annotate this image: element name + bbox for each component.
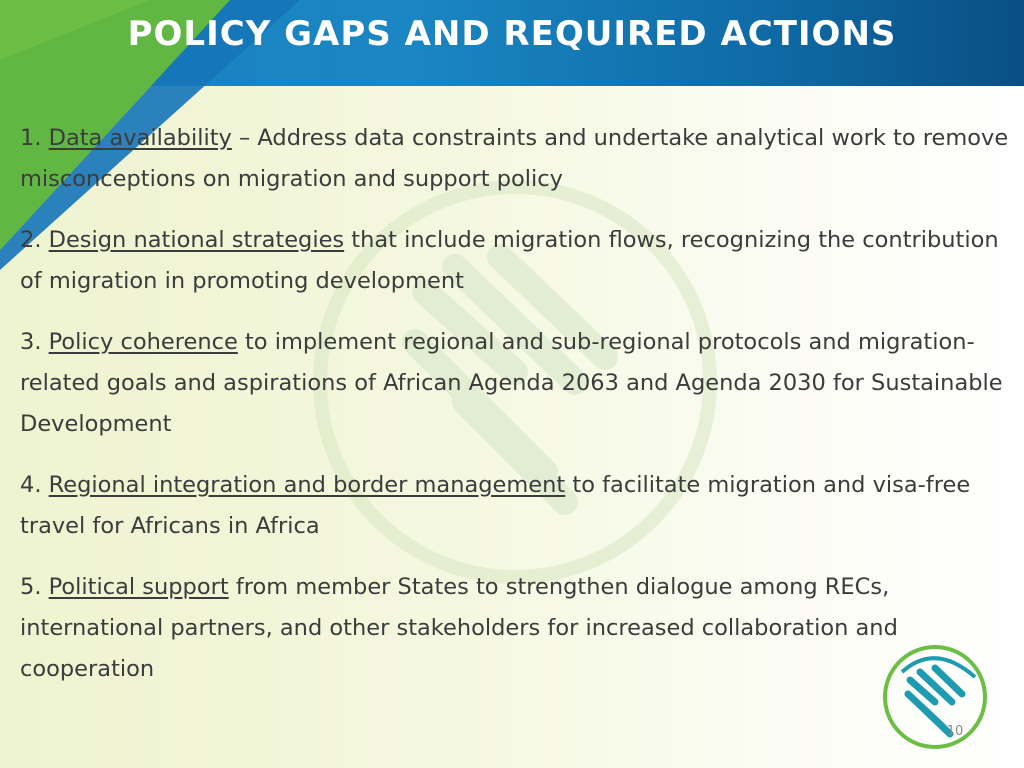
actions-list (20, 118, 1010, 710)
item-text: – Address data constraints and undertake analytical work to remove misconceptions on migration and support policy (20, 125, 1009, 192)
item-text: that include migration flows, recognizing the contribution of migration in promoting development (20, 227, 999, 294)
item-number: 1. (20, 125, 42, 151)
africa-logo-icon (880, 642, 990, 752)
list-item (20, 118, 1010, 200)
item-keyword: Regional integration and border management (48, 472, 566, 498)
item-text: to implement regional and sub-regional protocols and migration-related goals and aspirations of African Agenda 2063 and Agenda 2030 for Sustainable Development (20, 329, 1003, 437)
item-keyword: Data availability (48, 125, 232, 151)
item-text: to facilitate migration and visa-free travel for Africans in Africa (20, 472, 971, 539)
item-number: 2. (20, 227, 42, 253)
item-text: from member States to strengthen dialogue among RECs, international partners, and other stakeholders for increased collaboration and cooperation (20, 574, 898, 682)
list-item (20, 220, 1010, 302)
list-item (20, 465, 1010, 547)
item-number: 4. (20, 472, 42, 498)
page-number: 10 (946, 724, 964, 739)
slide-title: POLICY GAPS AND REQUIRED ACTIONS (127, 14, 897, 54)
item-keyword: Policy coherence (48, 329, 238, 355)
list-item (20, 322, 1010, 445)
item-keyword: Design national strategies (48, 227, 345, 253)
item-number: 3. (20, 329, 42, 355)
item-keyword: Political support (48, 574, 229, 600)
item-number: 5. (20, 574, 42, 600)
list-item (20, 567, 1010, 690)
